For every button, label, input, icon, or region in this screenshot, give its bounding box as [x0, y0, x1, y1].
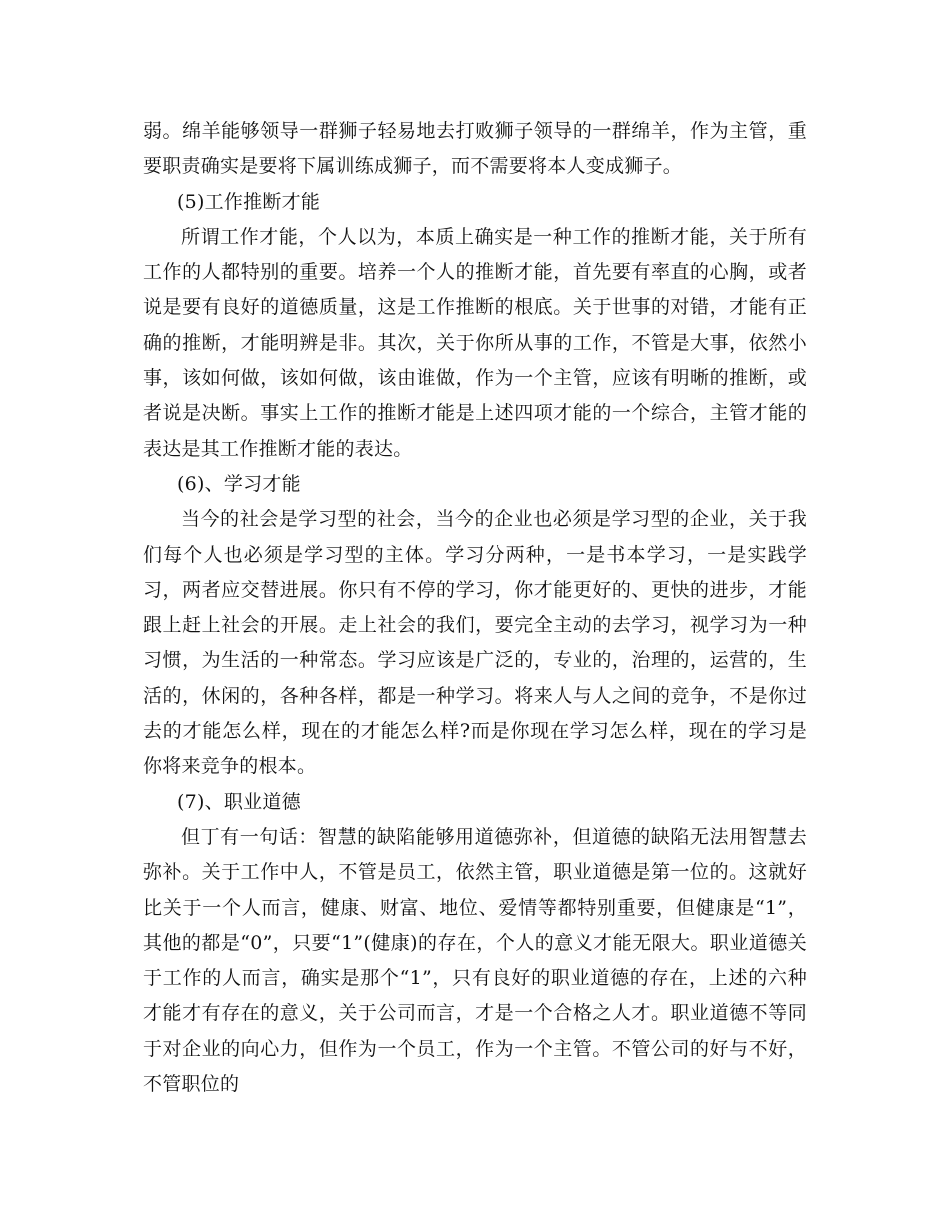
paragraph-learning: 当今的社会是学习型的社会，当今的企业也必须是学习型的企业，关于我们每个人也必须是学习型的主体。学习分两种，一是书本学习，一是实践学习，两者应交替进展。你只有不停的学习，你才能更好的、更快的进步，才能跟上赶上社会的开展。走上社会的我们，要完全主动的去学习，视学习为一种习惯，为生活的一种常态。学习应该是广泛的，专业的，治理的，运营的，生活的，休闲的，各种各样，都是一种学习。将来人与人之间的竞争，不是你过去的才能怎么样，现在的才能怎么样?而是你现在学习怎么样，现在的学习是你将来竞争的根本。	[143, 508, 807, 778]
paragraph-professional-ethics: 但丁有一句话：智慧的缺陷能够用道德弥补，但道德的缺陷无法用智慧去弥补。关于工作中人，不管是员工，依然主管，职业道德是第一位的。这就好比关于一个人而言，健康、财富、地位、爱情等都特别重要，但健康是“1”，其他的都是“0”，只要“1”(健康)的存在，个人的意义才能无限大。职业道德关于工作的人而言，确实是那个“1”，只有良好的职业道德的存在，上述的六种才能才有存在的意义，关于公司而言，才是一个合格之人才。职业道德不等同于对企业的向心力，但作为一个员工，作为一个主管。不管公司的好与不好，不管职位的	[143, 825, 807, 1096]
document-body	[143, 114, 807, 1102]
section-heading-work-judgment: (5)工作推断才能	[177, 190, 321, 213]
section-heading-learning: (6)、学习才能	[177, 472, 301, 495]
section-heading-professional-ethics: (7)、职业道德	[177, 790, 301, 813]
paragraph-continuation: 弱。绵羊能够领导一群狮子轻易地去打败狮子领导的一群绵羊，作为主管，重要职责确实是要将下属训练成狮子，而不需要将本人变成狮子。	[143, 120, 807, 178]
paragraph-work-judgment: 所谓工作才能，个人以为，本质上确实是一种工作的推断才能，关于所有工作的人都特别的重要。培养一个人的推断才能，首先要有率直的心胸，或者说是要有良好的道德质量，这是工作推断的根底。关于世事的对错，才能有正确的推断，才能明辨是非。其次，关于你所从事的工作，不管是大事，依然小事，该如何做，该如何做，该由谁做，作为一个主管，应该有明晰的推断，或者说是决断。事实上工作的推断才能是上述四项才能的一个综合，主管才能的表达是其工作推断才能的表达。	[143, 225, 807, 460]
